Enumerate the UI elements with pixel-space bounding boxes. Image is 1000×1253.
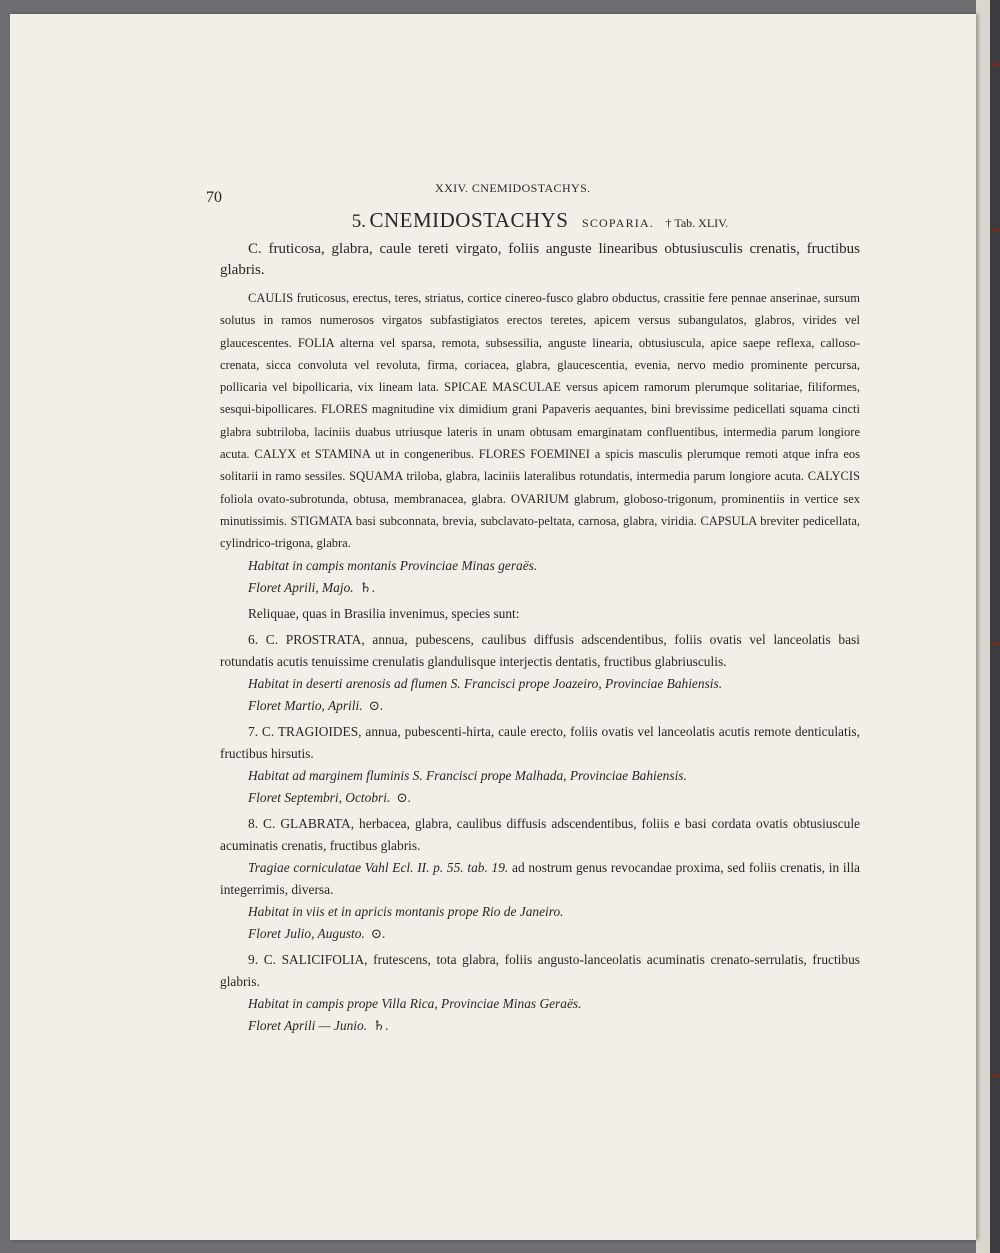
book-page (10, 14, 976, 1240)
page-number: 70 (206, 189, 222, 206)
floret-6-line (220, 695, 860, 717)
species-8-ref-italic: Tragiae corniculatae Vahl Ecl. II. p. 55. tab. 19. (248, 859, 509, 875)
page-header (206, 177, 860, 206)
page-text (206, 177, 860, 1037)
reliquae-line: Reliquae, quas in Brasilia invenimus, species sunt: (248, 605, 520, 621)
genus-name: CNEMIDOSTACHYS (369, 208, 569, 232)
shrub-symbol: ♄. (373, 1017, 389, 1033)
running-title: XXIV. CNEMIDOSTACHYS. (435, 181, 591, 195)
species-7: 7. C. TRAGIOIDES, annua, pubescenti-hirta, caule erecto, foliis ovatis vel lanceolatis acutis remote denticulatis, fructibus hirsutis. (220, 723, 860, 761)
page-edge-mark (992, 642, 999, 645)
species-8-reference (220, 857, 860, 901)
species-8-ref-rest: ad nostrum genus revocandae proxima, sed foliis crenatis, in illa integerrimis, diversa. (220, 859, 860, 897)
floret-5-line (220, 577, 860, 599)
shrub-symbol: ♄. (359, 579, 375, 595)
description: CAULIS fruticosus, erectus, teres, striatus, cortice cinereo-fusco glabro obductus, crassitie fere pennae anserinae, sursum solutus in ramos numerosos virgatos subfastigiatos erectos teretes, apicem versus subangulatos, glabros, virides vel glaucescentes. FOLIA alterna vel sparsa, remota, subsessilia, anguste linearia, obtusiuscula, apice saepe reflexa, calloso-crenata, sicca convoluta vel revoluta, firma, coriacea, glabra, glaucescentia, evenia, nervo medio prominente percursa, pollicaria vel bipollicaria, vix lineam lata. SPICAE MASCULAE versus apicem ramorum plerumque solitariae, filiformes, sesqui-bipollicares. FLORES magnitudine vix dimidium grani Papaveris aequantes, bini brevissime pedicellati squama cincti glabra subtriloba, laciniis duabus utriusque lateris in unam obtusam emarginatam confluentibus, intermedia parum longiore acuta. CALYX et STAMINA ut in congeneribus. FLORES FOEMINEI a spicis masculis plerumque remoti atque infra eos solitarii in ramo sessiles. SQUAMA triloba, glabra, laciniis lateralibus rotundatis, intermedia parum longiore acuta. CALYCIS foliola ovato-subrotunda, obtusa, membranacea, glabra. OVARIUM glabrum, globoso-trigonum, prominentiis in vertice sex minutissimis. STIGMATA basi subconnata, brevia, subclavato-peltata, carnosa, glabra, viridia. CAPSULA breviter pedicellata, cylindrico-trigona, glabra. (220, 291, 860, 551)
species-6: 6. C. PROSTRATA, annua, pubescens, caulibus diffusis adscendentibus, foliis ovatis vel lanceolatis basi rotundatis acutis tenuissime crenulatis glandulisque interjectis dentatis, fructibus glabriusculis. (220, 631, 860, 669)
annual-symbol: ⊙. (370, 925, 386, 941)
habitat-5: Habitat in campis montanis Provinciae Minas geraës. (248, 557, 538, 573)
floret-7: Floret Septembri, Octobri. (248, 789, 391, 805)
habitat-8: Habitat in viis et in apricis montanis prope Rio de Janeiro. (248, 903, 564, 919)
floret-6: Floret Martio, Aprili. (248, 697, 363, 713)
annual-symbol: ⊙. (368, 697, 384, 713)
species-title (220, 209, 860, 235)
habitat-7: Habitat ad marginem fluminis S. Francisci prope Malhada, Provinciae Bahiensis. (248, 767, 687, 783)
page-edge-mark (992, 63, 999, 66)
floret-7-line (220, 787, 860, 809)
habitat-9: Habitat in campis prope Villa Rica, Provinciae Minas Geraës. (248, 995, 582, 1011)
habitat-6: Habitat in deserti arenosis ad flumen S. Francisci prope Joazeiro, Provinciae Bahiensis. (248, 675, 723, 691)
floret-9: Floret Aprili — Junio. (248, 1017, 368, 1033)
species-number: 5. (351, 211, 366, 232)
page-edge-mark (992, 1074, 999, 1077)
diagnosis: C. fruticosa, glabra, caule tereti virgato, foliis anguste linearibus obtusiusculis crenatis, fructibus glabris. (220, 241, 860, 278)
species-name: SCOPARIA. (581, 216, 655, 230)
floret-8-line (220, 923, 860, 945)
floret-9-line (220, 1015, 860, 1037)
species-9: 9. C. SALICIFOLIA, frutescens, tota glabra, foliis angusto-lanceolatis acuminatis crenato-serrulatis, fructibus glabris. (220, 951, 860, 989)
annual-symbol: ⊙. (396, 789, 411, 805)
plate-reference: † Tab. XLIV. (665, 216, 729, 230)
page-edge-mark (992, 228, 999, 231)
floret-5: Floret Aprili, Majo. (248, 579, 354, 595)
species-8: 8. C. GLABRATA, herbacea, glabra, caulibus diffusis adscendentibus, foliis e basi cordata ovatis obtusiuscule acuminatis crenatis, fructibus glabris. (220, 815, 860, 853)
floret-8: Floret Julio, Augusto. (248, 925, 365, 941)
book-edge (990, 0, 1000, 1253)
